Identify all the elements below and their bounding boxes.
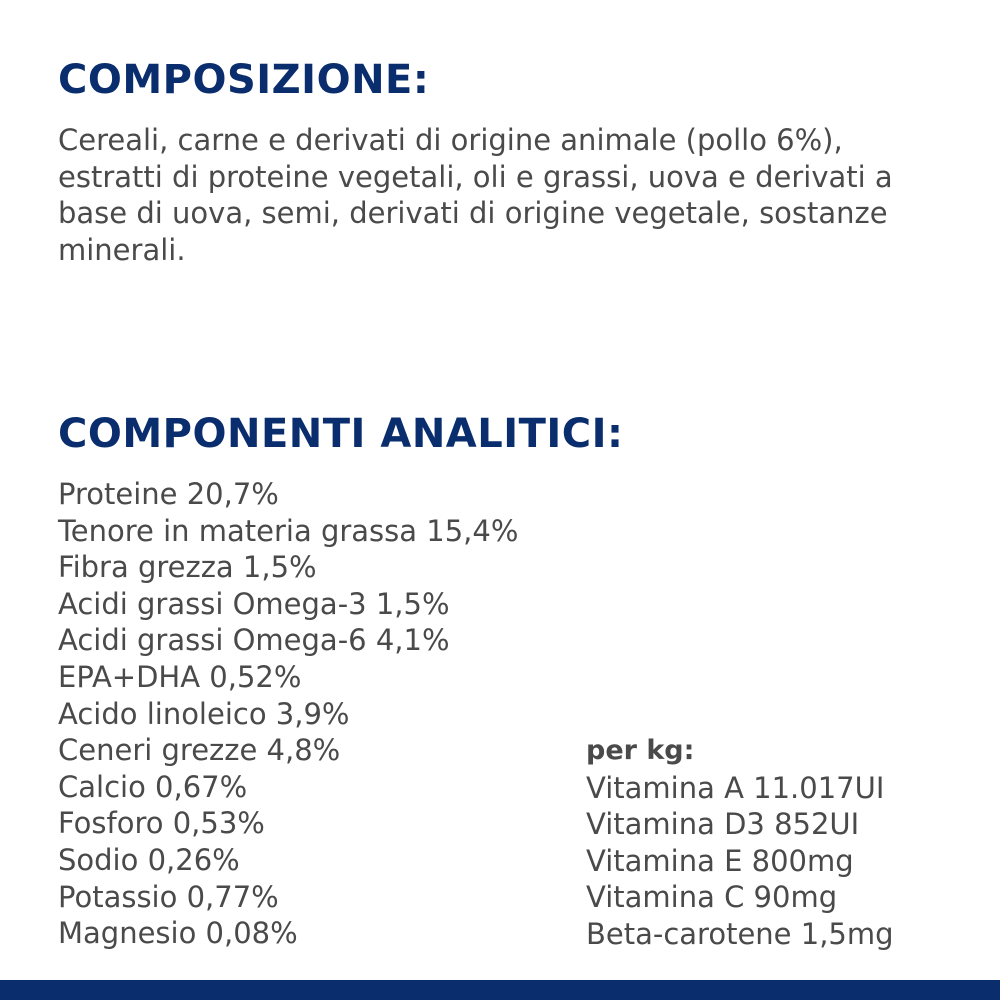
analytic-item-omega-6: Acidi grassi Omega-6 4,1%: [58, 623, 450, 658]
vitamin-item-a: Vitamina A 11.017UI: [586, 770, 885, 805]
analytic-item-fiber: Fibra grezza 1,5%: [58, 550, 317, 585]
vitamin-item-beta-carotene: Beta-carotene 1,5mg: [586, 916, 894, 951]
analytic-item-protein: Proteine 20,7%: [58, 477, 279, 511]
analytic-item-magnesium: Magnesio 0,08%: [58, 916, 298, 951]
analytic-item-fat: Tenore in materia grassa 15,4%: [58, 513, 519, 548]
composition-text: Cereali, carne e derivati di origine animale (pollo 6%), estratti di proteine vegetali, oli e grassi, uova e derivati a base di uova, semi, derivati di origine vegetale, sostanze minerali.: [58, 123, 893, 267]
analytic-item-calcium: Calcio 0,67%: [58, 769, 248, 804]
analytic-item-sodium: Sodio 0,26%: [58, 842, 240, 877]
bottom-bar: [0, 980, 1000, 1000]
analytic-item-omega-3: Acidi grassi Omega-3 1,5%: [58, 586, 450, 621]
vitamin-item-c: Vitamina C 90mg: [586, 880, 838, 915]
per-kg-heading: per kg:: [586, 735, 695, 766]
vitamins-section: [586, 733, 894, 953]
analytic-components-heading: COMPONENTI ANALITICI:: [58, 411, 624, 457]
analytic-item-linoleic-acid: Acido linoleico 3,9%: [58, 696, 350, 731]
vitamin-item-e: Vitamina E 800mg: [586, 843, 854, 878]
analytic-item-ash: Ceneri grezze 4,8%: [58, 733, 341, 768]
vitamins-list: [586, 770, 894, 953]
analytic-item-potassium: Potassio 0,77%: [58, 879, 279, 914]
analytic-item-phosphorus: Fosforo 0,53%: [58, 806, 265, 841]
vitamin-item-d3: Vitamina D3 852UI: [586, 807, 860, 842]
analytic-components-list: [58, 476, 518, 952]
composition-heading: COMPOSIZIONE:: [58, 57, 430, 103]
analytic-item-epa-dha: EPA+DHA 0,52%: [58, 659, 302, 694]
